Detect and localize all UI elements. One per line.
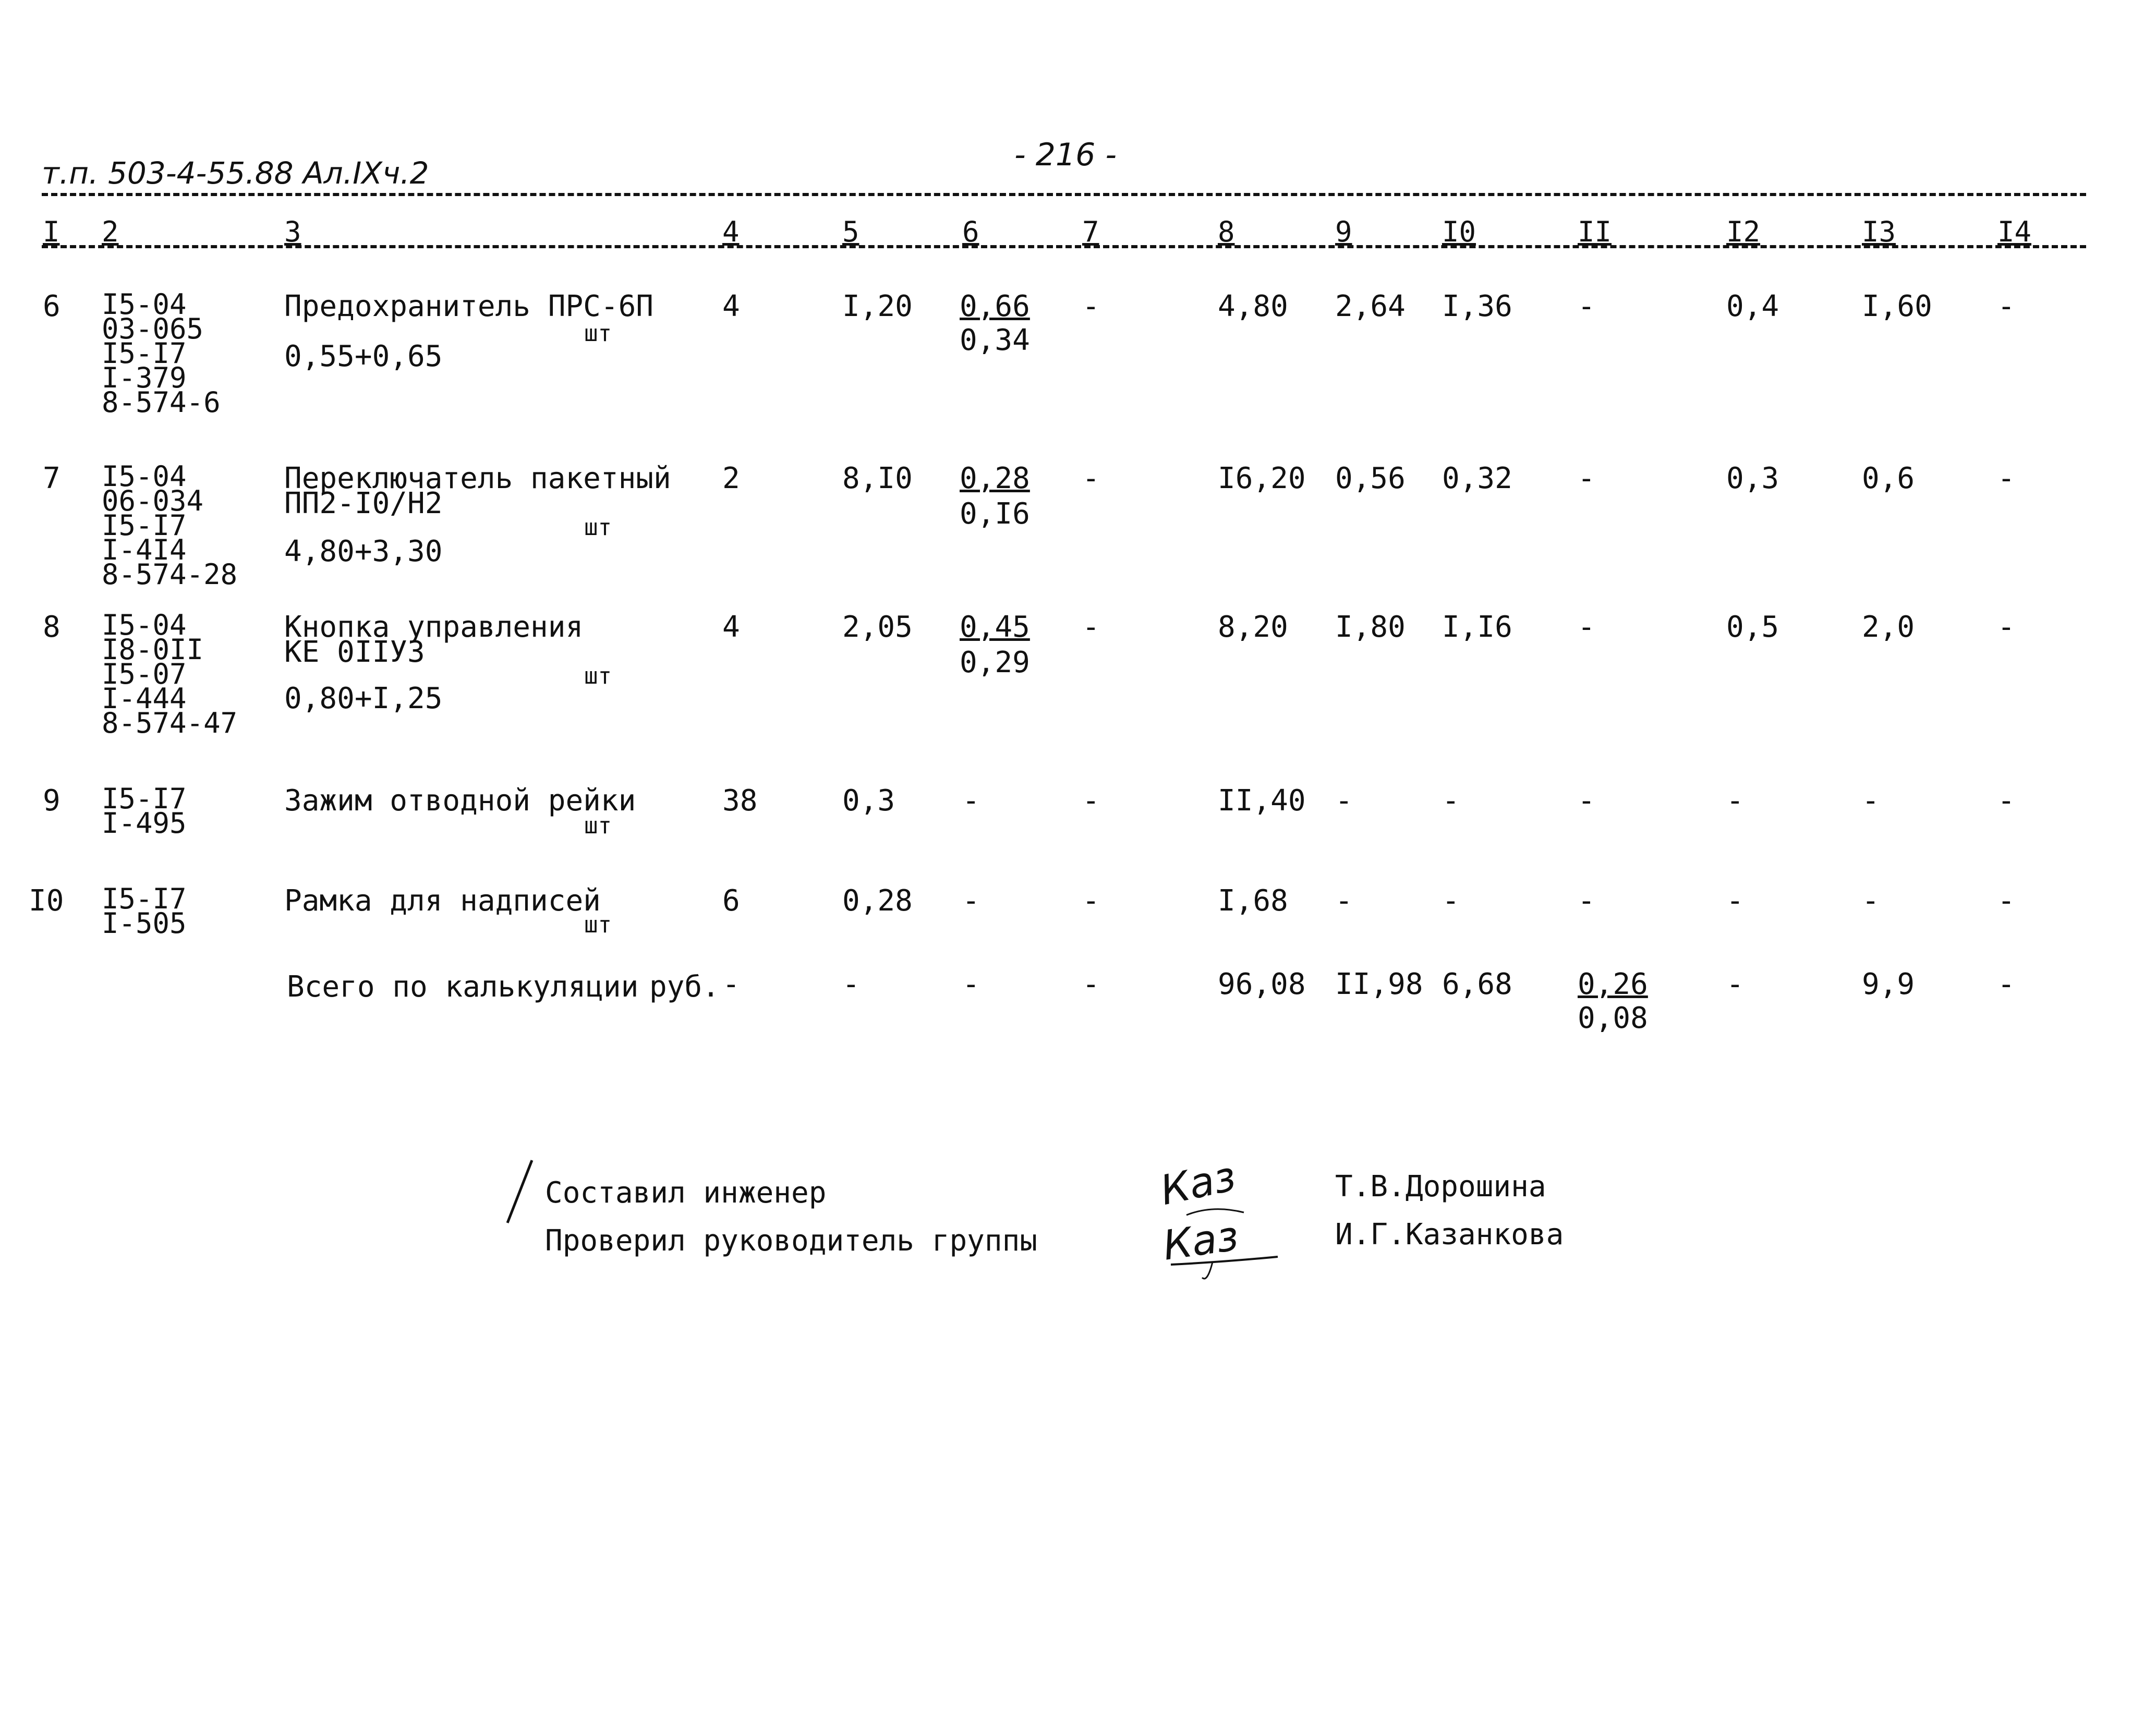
cell-col5: 8,I0 — [842, 462, 913, 495]
col-header-9: 9 — [1335, 215, 1352, 248]
cell-col9: - — [1335, 884, 1353, 918]
col-header-5: 5 — [842, 215, 859, 248]
checked-by-label: Проверил руководитель группы — [545, 1224, 1038, 1258]
col-header-8: 8 — [1218, 215, 1235, 248]
cell-col13: - — [1862, 784, 1880, 818]
item-price: 4,80+3,30 — [284, 535, 443, 568]
cell-col5: 0,3 — [842, 784, 895, 818]
cell-col4: 6 — [722, 884, 740, 918]
cell-col11: - — [1578, 462, 1595, 495]
cell-col10: - — [1442, 884, 1460, 918]
cell-col13: I,60 — [1862, 289, 1932, 323]
row-number: I0 — [29, 884, 64, 918]
cell-col14: - — [1997, 289, 2015, 323]
checked-by-name: И.Г.Казанкова — [1335, 1218, 1564, 1252]
signature-2: Каз — [1160, 1212, 1242, 1270]
total-col7: - — [1082, 967, 1100, 1001]
cell-col7: - — [1082, 610, 1100, 644]
item-name: Кнопка управления — [284, 610, 584, 644]
cell-col4: 38 — [722, 784, 758, 818]
row-codes: I5-04 I8-0II I5-07 I-444 8-574-47 — [102, 609, 238, 739]
item-unit: шт — [584, 912, 612, 938]
cell-col10: I,36 — [1442, 289, 1512, 323]
cell-col4: 4 — [722, 289, 740, 323]
total-col11-bottom: 0,08 — [1578, 1001, 1648, 1035]
cell-col10: - — [1442, 784, 1460, 818]
cell-col5: I,20 — [842, 289, 913, 323]
cell-col7: - — [1082, 462, 1100, 495]
cell-col13: 2,0 — [1862, 610, 1915, 644]
total-col12: - — [1726, 967, 1744, 1001]
item-name: Зажим отводной рейки — [284, 784, 636, 818]
cell-col12: 0,5 — [1726, 610, 1779, 644]
cell-col4: 2 — [722, 462, 740, 495]
cell-col11: - — [1578, 610, 1595, 644]
page-number: - 216 - — [1014, 137, 1117, 173]
cell-col12: - — [1726, 884, 1744, 918]
cell-col8: II,40 — [1218, 784, 1306, 818]
total-col6: - — [962, 967, 980, 1001]
col-header-7: 7 — [1082, 215, 1099, 248]
cell-col10: 0,32 — [1442, 462, 1512, 495]
item-name-line2: КЕ 0IIУ3 — [284, 635, 425, 669]
col-header-10: I0 — [1442, 215, 1476, 248]
total-label: Всего по калькуляции — [287, 970, 639, 1004]
signature-underline — [1150, 1184, 1286, 1288]
header-rule-top — [42, 193, 2086, 196]
cell-col8: 4,80 — [1218, 289, 1288, 323]
cell-col5: 0,28 — [842, 884, 913, 918]
slash-mark — [503, 1158, 535, 1225]
cell-col6-bottom: 0,I6 — [960, 497, 1030, 531]
item-unit: шт — [584, 663, 612, 689]
cell-col9: I,80 — [1335, 610, 1406, 644]
cell-col9: 2,64 — [1335, 289, 1406, 323]
cell-col9: - — [1335, 784, 1353, 818]
cell-col14: - — [1997, 884, 2015, 918]
cell-col9: 0,56 — [1335, 462, 1406, 495]
cell-col14: - — [1997, 462, 2015, 495]
row-number: 7 — [43, 462, 60, 495]
header-rule-bottom — [42, 245, 2086, 248]
cell-col6-top: 0,45 — [960, 610, 1030, 644]
cell-col12: 0,3 — [1726, 462, 1779, 495]
cell-col13: - — [1862, 884, 1880, 918]
cell-col11: - — [1578, 289, 1595, 323]
col-header-11: II — [1578, 215, 1612, 248]
row-codes: I5-I7 I-505 — [102, 882, 187, 940]
total-col8: 96,08 — [1218, 967, 1306, 1001]
cell-col8: I6,20 — [1218, 462, 1306, 495]
document-reference: т.п. 503-4-55.88 Ал.IXч.2 — [42, 155, 429, 191]
cell-col7: - — [1082, 289, 1100, 323]
item-unit: шт — [584, 514, 612, 541]
row-codes: I5-04 03-065 I5-I7 I-379 8-574-6 — [102, 288, 221, 419]
item-unit: шт — [584, 812, 612, 839]
item-name-line2: ПП2-I0/Н2 — [284, 487, 443, 520]
col-header-13: I3 — [1862, 215, 1896, 248]
cell-col14: - — [1997, 784, 2015, 818]
item-name: Предохранитель ПРС-6П — [284, 289, 654, 323]
cell-col6-top: 0,66 — [960, 289, 1030, 323]
item-name: Переключатель пакетный — [284, 462, 671, 495]
total-col4: - — [722, 967, 740, 1001]
cell-col12: - — [1726, 784, 1744, 818]
cell-col6-top: 0,28 — [960, 462, 1030, 495]
row-number: 6 — [43, 289, 60, 323]
cell-col13: 0,6 — [1862, 462, 1915, 495]
row-number: 9 — [43, 784, 60, 818]
col-header-4: 4 — [722, 215, 740, 248]
cell-col6-bottom: 0,34 — [960, 323, 1030, 357]
item-name: Рамка для надписей — [284, 884, 601, 918]
compiled-by-name: Т.В.Дорошина — [1335, 1170, 1546, 1204]
cell-col8: I,68 — [1218, 884, 1288, 918]
col-header-2: 2 — [102, 215, 119, 248]
item-unit: шт — [584, 320, 612, 347]
col-header-14: I4 — [1997, 215, 2032, 248]
total-col10: 6,68 — [1442, 967, 1512, 1001]
cell-col8: 8,20 — [1218, 610, 1288, 644]
col-header-12: I2 — [1726, 215, 1761, 248]
col-header-6: 6 — [962, 215, 979, 248]
cell-col6: - — [962, 784, 980, 818]
cell-col10: I,I6 — [1442, 610, 1512, 644]
row-number: 8 — [43, 610, 60, 644]
cell-col7: - — [1082, 884, 1100, 918]
total-col14: - — [1997, 967, 2015, 1001]
cell-col4: 4 — [722, 610, 740, 644]
signature-1: Каз — [1156, 1152, 1240, 1215]
compiled-by-label: Составил инженер — [545, 1176, 827, 1210]
item-price: 0,55+0,65 — [284, 339, 443, 373]
total-col9: II,98 — [1335, 967, 1423, 1001]
cell-col11: - — [1578, 784, 1595, 818]
cell-col11: - — [1578, 884, 1595, 918]
cell-col5: 2,05 — [842, 610, 913, 644]
cell-col14: - — [1997, 610, 2015, 644]
total-col5: - — [842, 967, 860, 1001]
total-col11-top: 0,26 — [1578, 967, 1648, 1001]
col-header-1: I — [43, 215, 60, 248]
row-codes: I5-I7 I-495 — [102, 782, 187, 840]
cell-col12: 0,4 — [1726, 289, 1779, 323]
cell-col6-bottom: 0,29 — [960, 646, 1030, 679]
cell-col7: - — [1082, 784, 1100, 818]
col-header-3: 3 — [284, 215, 301, 248]
cell-col6: - — [962, 884, 980, 918]
row-codes: I5-04 06-034 I5-I7 I-4I4 8-574-28 — [102, 460, 238, 591]
total-unit: руб. — [649, 970, 720, 1004]
total-col13: 9,9 — [1862, 967, 1915, 1001]
item-price: 0,80+I,25 — [284, 682, 443, 715]
